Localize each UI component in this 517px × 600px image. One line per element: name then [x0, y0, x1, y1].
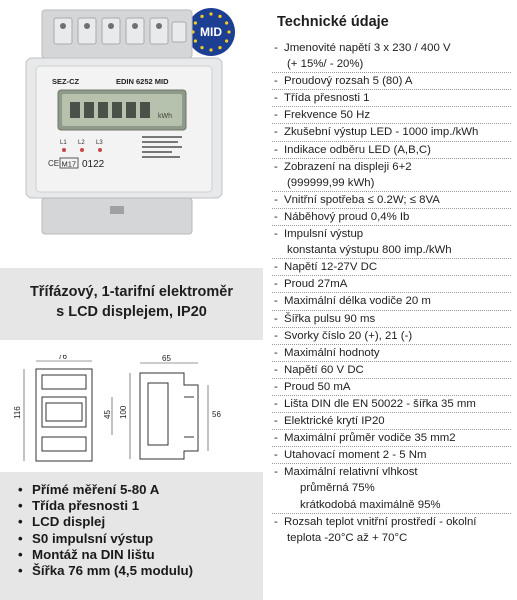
spec-item: - Vnitřní spotřeba ≤ 0.2W; ≤ 8VA: [272, 192, 517, 208]
spec-item: - Lišta DIN dle EN 50022 - šířka 35 mm: [272, 396, 517, 412]
dim-width: 76: [58, 355, 67, 361]
spec-item: - Svorky číslo 20 (+), 21 (-): [272, 328, 517, 344]
feature-item: • S0 impulsní výstup: [18, 531, 263, 547]
feature-item: • LCD displej: [18, 514, 263, 530]
spec-item: - Třída přesnosti 1: [272, 90, 517, 106]
mid-badge-label: MID: [200, 25, 222, 39]
feature-panel: [0, 472, 263, 600]
feature-item: • Přímé měření 5-80 A: [18, 482, 263, 498]
spec-item: - Impulsní výstup: [272, 226, 517, 242]
spec-item: - Zkušební výstup LED - 1000 imp./kWh: [272, 124, 517, 140]
spec-item: - Napětí 12-27V DC: [272, 259, 517, 275]
phase-label-l2: L2: [78, 140, 85, 146]
dim-height-inner: 45: [103, 410, 112, 419]
feature-item: • Šířka 76 mm (4,5 modulu): [18, 563, 263, 579]
spec-title: Technické údaje: [277, 14, 389, 30]
spec-item: - Napětí 60 V DC: [272, 362, 517, 378]
feature-list: [18, 482, 263, 579]
spec-item-continuation: průměrná 75%: [300, 482, 375, 495]
dimension-drawing: [8, 355, 258, 470]
feature-item: • Třída přesnosti 1: [18, 498, 263, 514]
spec-list: [272, 40, 517, 546]
spec-item-continuation: teplota -20°C až + 70°C: [287, 531, 408, 544]
dim-height-side2: 56: [212, 410, 221, 419]
meter-brand: SEZ-CZ: [52, 77, 80, 86]
spec-item: - Zobrazení na displeji 6+2: [272, 159, 517, 175]
dim-depth: 65: [162, 355, 171, 363]
spec-item-continuation: (999999,99 kWh): [287, 176, 375, 189]
meter-serial: 0122: [82, 159, 105, 170]
spec-item: - Proud 50 mA: [272, 379, 517, 395]
spec-item: - Maximální relativní vlhkost: [272, 464, 517, 480]
spec-item: - Indikace odběru LED (A,B,C): [272, 142, 517, 158]
spec-item-continuation: krátkodobá maximálně 95%: [300, 498, 441, 511]
meter-mid-mark: M17: [61, 159, 77, 169]
caption-line-2: s LCD displejem, IP20: [56, 304, 207, 320]
dim-height-outer: 116: [13, 406, 22, 419]
spec-item: - Utahovací moment 2 - 5 Nm: [272, 447, 517, 463]
dim-height-side: 100: [119, 405, 128, 419]
svg-text:CE: CE: [48, 159, 60, 168]
meter-photo: [22, 8, 232, 238]
spec-item: - Maximální hodnoty: [272, 345, 517, 361]
spec-item: - Maximální průměr vodiče 35 mm2: [272, 430, 517, 446]
spec-panel: [268, 0, 517, 600]
feature-item: • Montáž na DIN lištu: [18, 547, 263, 563]
spec-item: - Šířka pulsu 90 ms: [272, 311, 517, 327]
spec-item: - Proudový rozsah 5 (80) A: [272, 73, 517, 89]
spec-item: - Frekvence 50 Hz: [272, 107, 517, 123]
spec-item: - Proud 27mA: [272, 276, 517, 292]
spec-item-continuation: konstanta výstupu 800 imp./kWh: [287, 244, 452, 257]
lcd-unit: kWh: [158, 113, 172, 120]
spec-item: - Elektrické krytí IP20: [272, 413, 517, 429]
spec-item: - Rozsah teplot vnitřní prostředí - okolní: [272, 514, 517, 530]
product-caption: [0, 268, 263, 340]
spec-item-continuation: (+ 15%/ - 20%): [287, 58, 364, 71]
spec-item: - Náběhový proud 0,4% Ib: [272, 209, 517, 225]
phase-label-l3: L3: [96, 140, 103, 146]
spec-item: - Maximální délka vodiče 20 m: [272, 293, 517, 309]
caption-line-1: Třífázový, 1-tarifní elektroměr: [29, 284, 234, 300]
spec-item: - Jmenovité napětí 3 x 230 / 400 V: [272, 40, 517, 56]
phase-label-l1: L1: [60, 140, 67, 146]
meter-model: EDIN 6252 MID: [116, 77, 169, 86]
